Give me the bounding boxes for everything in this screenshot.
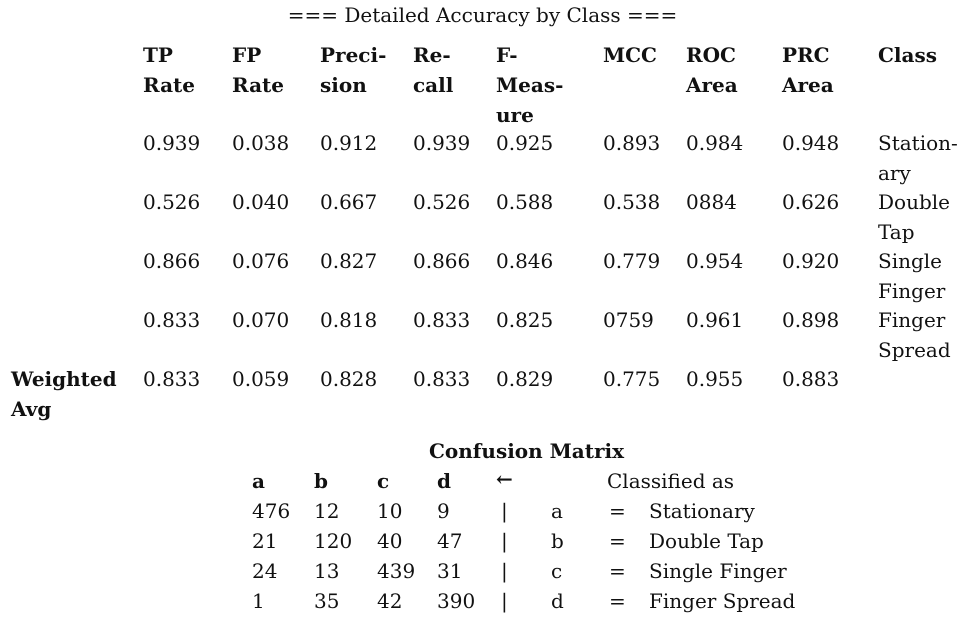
accuracy-header-cell: F- (496, 43, 518, 67)
accuracy-cell: 0.833 (413, 308, 471, 332)
class-label: Spread (878, 338, 951, 362)
weighted-avg-cell: 0.775 (603, 367, 661, 391)
row-letter: d (551, 589, 564, 613)
accuracy-cell: 0.818 (320, 308, 378, 332)
accuracy-header-cell: Meas- (496, 73, 564, 97)
row-letter: a (551, 499, 563, 523)
row-separator: | (501, 499, 508, 523)
equals-sign: = (609, 499, 626, 523)
accuracy-header-cell: sion (320, 73, 367, 97)
class-label: Tap (878, 220, 915, 244)
accuracy-cell: 0.070 (232, 308, 290, 332)
accuracy-header-cell: call (413, 73, 454, 97)
confusion-cell: 24 (252, 559, 278, 583)
accuracy-cell: 0.526 (413, 190, 471, 214)
equals-sign: = (609, 529, 626, 553)
accuracy-cell: 0.948 (782, 131, 840, 155)
accuracy-cell: 0.846 (496, 249, 554, 273)
weighted-avg-label: Avg (11, 397, 52, 421)
accuracy-cell: 0.939 (143, 131, 201, 155)
class-label: Finger (878, 308, 946, 332)
row-separator: | (501, 589, 508, 613)
weighted-avg-cell: 0.833 (143, 367, 201, 391)
confusion-matrix-title: Confusion Matrix (429, 439, 625, 463)
row-letter: b (551, 529, 564, 553)
accuracy-header-cell: Class (878, 43, 937, 67)
class-name: Finger Spread (649, 589, 796, 613)
accuracy-cell: 0.984 (686, 131, 744, 155)
accuracy-header-cell: MCC (603, 43, 657, 67)
accuracy-cell: 0759 (603, 308, 654, 332)
accuracy-cell: 0.833 (143, 308, 201, 332)
row-separator: | (501, 529, 508, 553)
accuracy-header-cell: Rate (143, 73, 196, 97)
confusion-cell: 31 (437, 559, 463, 583)
accuracy-header-cell: PRC (782, 43, 830, 67)
class-label: Single (878, 249, 943, 273)
class-name: Stationary (649, 499, 755, 523)
accuracy-cell: 0.827 (320, 249, 378, 273)
equals-sign: = (609, 589, 626, 613)
confusion-cell: 9 (437, 499, 450, 523)
accuracy-header-cell: FP (232, 43, 262, 67)
accuracy-cell: 0.825 (496, 308, 554, 332)
weighted-avg-cell: 0.828 (320, 367, 378, 391)
accuracy-cell: 0.626 (782, 190, 840, 214)
accuracy-header-cell: ure (496, 103, 534, 127)
confusion-cell: 42 (377, 589, 403, 613)
left-arrow-icon: ← (496, 467, 513, 491)
confusion-cell: 35 (314, 589, 340, 613)
accuracy-cell: 0.538 (603, 190, 661, 214)
confusion-header-cell: c (377, 469, 390, 493)
accuracy-cell: 0.939 (413, 131, 471, 155)
classified-as-label: Classified as (607, 469, 735, 493)
accuracy-header-cell: Re- (413, 43, 451, 67)
accuracy-cell: 0.898 (782, 308, 840, 332)
weighted-avg-label: Weighted (11, 367, 117, 391)
confusion-header-cell: d (437, 469, 451, 493)
class-name: Double Tap (649, 529, 764, 553)
accuracy-cell: 0.893 (603, 131, 661, 155)
accuracy-cell: 0.038 (232, 131, 290, 155)
section-title: === Detailed Accuracy by Class === (287, 3, 678, 27)
accuracy-cell: 0.866 (143, 249, 201, 273)
accuracy-header-cell: Preci- (320, 43, 387, 67)
weighted-avg-cell: 0.955 (686, 367, 744, 391)
accuracy-cell: 0.779 (603, 249, 661, 273)
accuracy-cell: 0884 (686, 190, 737, 214)
accuracy-cell: 0.954 (686, 249, 744, 273)
accuracy-cell: 0.588 (496, 190, 554, 214)
accuracy-cell: 0.040 (232, 190, 290, 214)
confusion-header-cell: b (314, 469, 328, 493)
accuracy-header-cell: TP (143, 43, 173, 67)
class-label: Station- (878, 131, 958, 155)
weighted-avg-cell: 0.883 (782, 367, 840, 391)
confusion-cell: 21 (252, 529, 278, 553)
accuracy-cell: 0.920 (782, 249, 840, 273)
row-letter: c (551, 559, 563, 583)
accuracy-cell: 0.961 (686, 308, 744, 332)
confusion-cell: 12 (314, 499, 340, 523)
accuracy-cell: 0.526 (143, 190, 201, 214)
confusion-cell: 476 (252, 499, 291, 523)
confusion-cell: 1 (252, 589, 265, 613)
weighted-avg-cell: 0.829 (496, 367, 554, 391)
weighted-avg-cell: 0.059 (232, 367, 290, 391)
confusion-header-cell: a (252, 469, 265, 493)
accuracy-cell: 0.076 (232, 249, 290, 273)
accuracy-header-cell: Rate (232, 73, 285, 97)
accuracy-cell: 0.925 (496, 131, 554, 155)
class-label: Double (878, 190, 950, 214)
accuracy-cell: 0.667 (320, 190, 378, 214)
class-label: ary (878, 161, 911, 185)
confusion-cell: 47 (437, 529, 463, 553)
accuracy-cell: 0.866 (413, 249, 471, 273)
equals-sign: = (609, 559, 626, 583)
confusion-cell: 10 (377, 499, 403, 523)
row-separator: | (501, 559, 508, 583)
accuracy-header-cell: Area (782, 73, 834, 97)
accuracy-cell: 0.912 (320, 131, 378, 155)
class-label: Finger (878, 279, 946, 303)
confusion-cell: 390 (437, 589, 476, 613)
confusion-cell: 40 (377, 529, 403, 553)
weighted-avg-cell: 0.833 (413, 367, 471, 391)
confusion-cell: 120 (314, 529, 353, 553)
class-name: Single Finger (649, 559, 787, 583)
confusion-cell: 439 (377, 559, 416, 583)
accuracy-header-cell: ROC (686, 43, 736, 67)
accuracy-header-cell: Area (686, 73, 738, 97)
confusion-cell: 13 (314, 559, 340, 583)
